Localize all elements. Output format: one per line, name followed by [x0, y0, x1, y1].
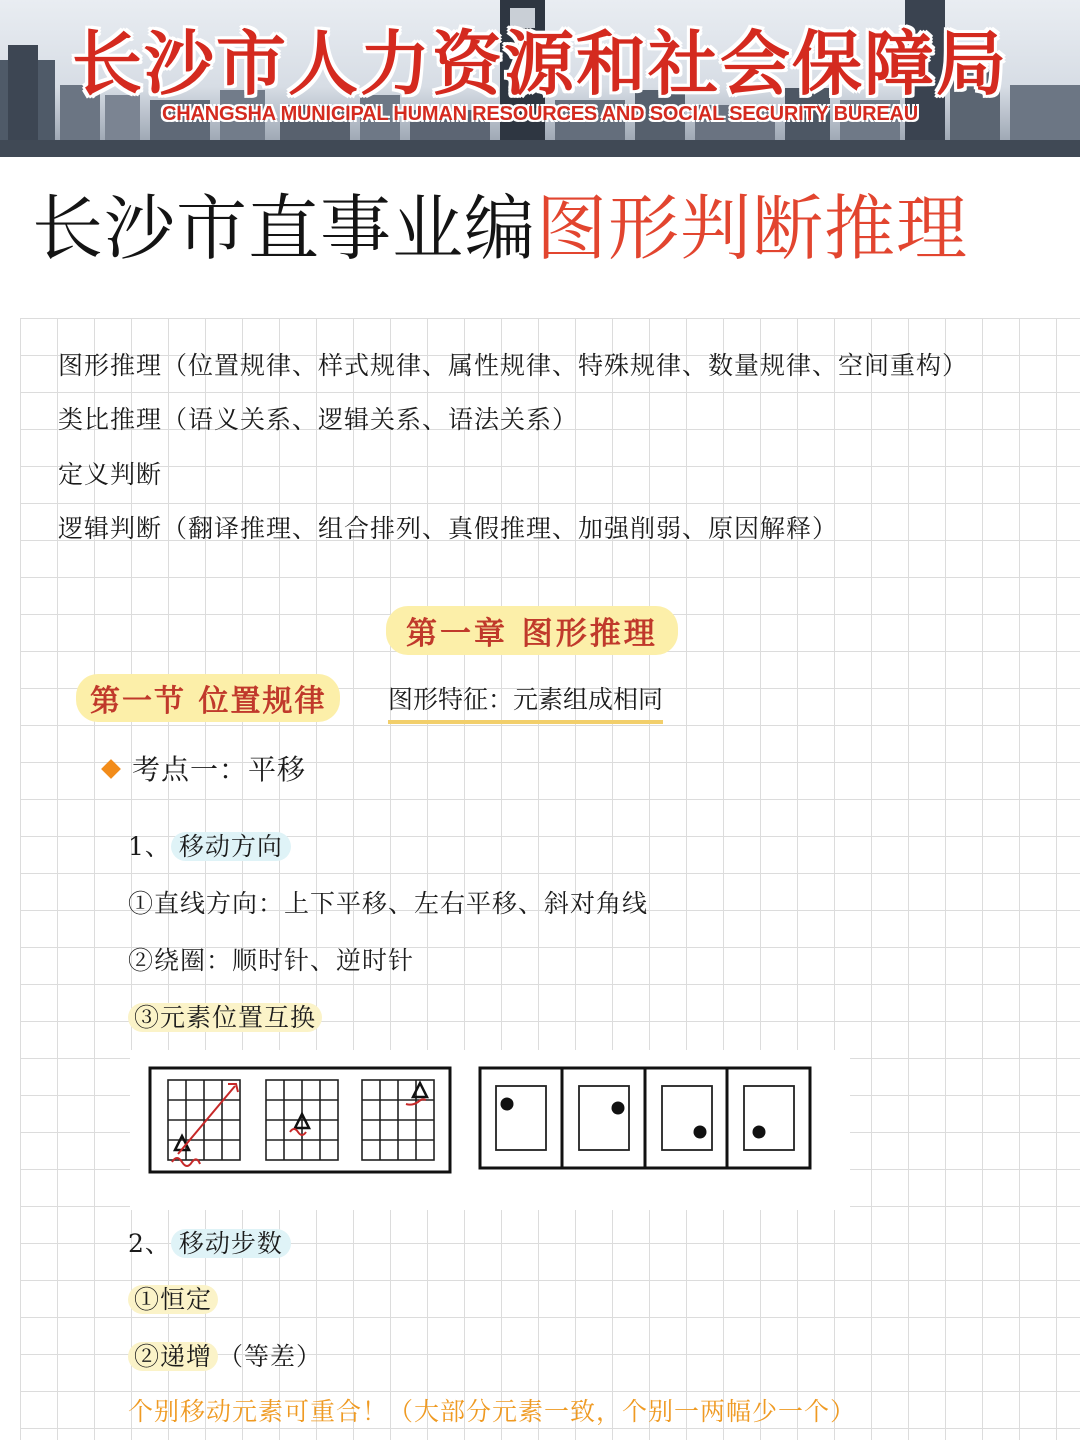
- direction-item-2-value: 顺时针、逆时针: [232, 946, 415, 975]
- banner-subtitle: CHANGSHA MUNICIPAL HUMAN RESOURCES AND SOCIAL SECURITY BUREAU: [162, 103, 918, 125]
- steps-num: 2、: [128, 1229, 171, 1258]
- steps-title: 移动步数: [171, 1229, 291, 1258]
- direction-heading: [128, 827, 291, 863]
- example-figures: [130, 1050, 850, 1210]
- page-title-part1: 长沙市直事业编: [32, 187, 537, 270]
- point-label: 考点一：平移: [132, 753, 307, 786]
- chapter-title: 第一章 图形推理: [386, 606, 678, 655]
- direction-item-2: [128, 941, 414, 977]
- page-title: [32, 184, 968, 274]
- steps-item-1-text: ①恒定: [128, 1285, 218, 1314]
- direction-item-3: [128, 998, 322, 1034]
- direction-num: 1、: [128, 832, 171, 861]
- outline-item-1: 图形推理（位置规律、样式规律、属性规律、特殊规律、数量规律、空间重构）: [58, 351, 969, 380]
- direction-title: 移动方向: [171, 832, 291, 861]
- page-title-part2: 图形判断推理: [536, 187, 969, 270]
- banner-title: 长沙市人力资源和社会保障局: [72, 23, 1008, 105]
- steps-item-2: [128, 1337, 322, 1373]
- outline-item-2: 类比推理（语义关系、逻辑关系、语法关系）: [58, 405, 579, 434]
- section-feature: 图形特征：元素组成相同: [388, 680, 663, 724]
- orange-note: 个别移动元素可重合！（大部分元素一致，个别一两幅少一个）: [128, 1397, 857, 1426]
- header-banner: [0, 0, 1080, 157]
- direction-item-3-text: ③元素位置互换: [128, 1003, 322, 1032]
- translation-example-diagram: [130, 1050, 850, 1210]
- steps-item-1: [128, 1280, 218, 1316]
- grid-notebook-paper: [20, 318, 1080, 1440]
- direction-item-2-label: ②绕圈：: [128, 946, 233, 975]
- section-title: 第一节 位置规律: [76, 674, 340, 722]
- outline-item-4: 逻辑判断（翻译推理、组合排列、真假推理、加强削弱、原因解释）: [58, 514, 839, 543]
- orange-diamond-icon: [101, 759, 121, 779]
- point-heading: [104, 748, 306, 788]
- steps-item-2-rest: （等差）: [218, 1342, 323, 1371]
- steps-item-2-text: ②递增: [128, 1342, 218, 1371]
- steps-heading: [128, 1224, 291, 1260]
- outline-item-3: 定义判断: [58, 460, 163, 489]
- direction-item-1: ①直线方向：上下平移、左右平移、斜对角线: [128, 889, 649, 918]
